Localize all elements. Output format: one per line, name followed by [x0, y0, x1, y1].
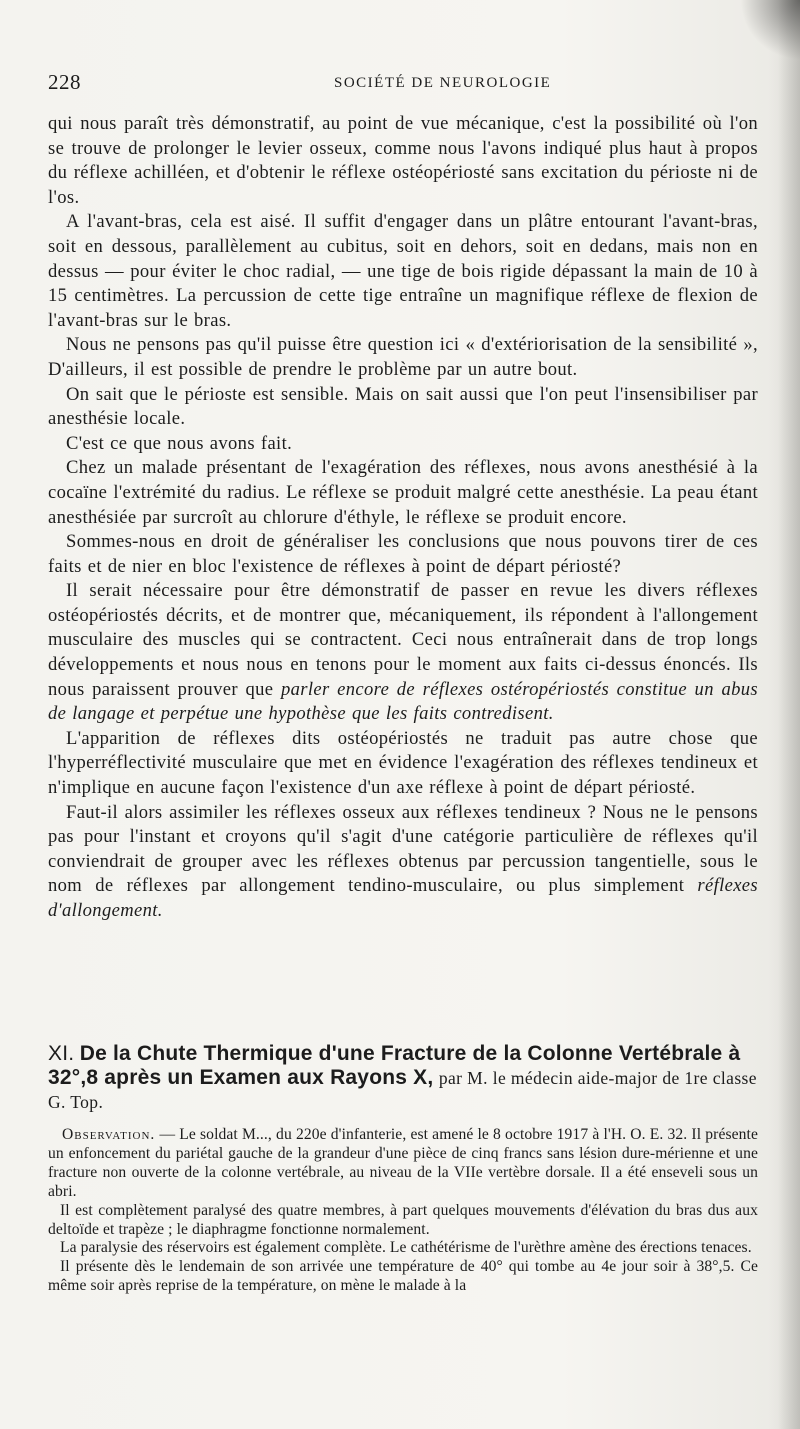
main-text [48, 112, 758, 924]
observation-label: Observation. [62, 1126, 156, 1143]
paragraph-8 [48, 579, 758, 727]
paragraph-5: C'est ce que nous avons fait. [66, 432, 293, 454]
paragraph-4: On sait que le périoste est sensible. Mais on sait aussi que l'on peut l'insensibiliser par anesthésie locale. [48, 383, 758, 430]
page-edge-shadow [778, 0, 800, 1429]
observation-paragraph-1-text: — Le soldat M..., du 220e d'infanterie, est amené le 8 octobre 1917 à l'H. O. E. 32. Il présente un enfoncement du pariétal gauche de la grandeur d'une pièce de cinq francs sans lésion dure-mérienne et une fracture non ouverte de la colonne vertébrale, au niveau de la VIIe vertèbre dorsale. Il a été enseveli sous un abri. [48, 1126, 759, 1200]
section-heading [48, 1042, 764, 1115]
section-numeral: XI. [48, 1042, 75, 1065]
observation-text [48, 1126, 758, 1296]
paragraph-1: qui nous paraît très démonstratif, au point de vue mécanique, c'est la possibilité où l'on se trouve de prolonger le levier osseux, comme nous l'avons indiqué plus haut à propos du réflexe achilléen, et d'obtenir le réflexe ostéopériosté sans excitation du périoste ni de l'os. [48, 113, 758, 208]
paragraph-10-emphasis: réflexes d'allongement. [48, 875, 758, 921]
observation-paragraph-1 [48, 1126, 758, 1202]
paragraph-10-text: Faut-il alors assimiler les réflexes osseux aux réflexes tendineux ? Nous ne le pensons pas pour l'instant et croyons qu'il s'agit d'une catégorie particulière de réflexes qu'il conviendrait de grouper avec les réflexes obtenus par percussion tangentielle, sous le nom de réflexes par allongement tendino-musculaire, ou plus simplement [48, 801, 758, 897]
paragraph-9: L'apparition de réflexes dits ostéopériostés ne traduit pas autre chose que l'hyperréflectivité musculaire que met en évidence l'exagération des réflexes tendineux et n'implique en aucune façon l'existence d'un axe réflexe à point de départ périosté. [48, 727, 758, 799]
observation-paragraph-4: Il présente dès le lendemain de son arrivée une température de 40° qui tombe au 4e jour soir à 38°,5. Ce même soir après reprise de la température, on mène le malade à la [48, 1258, 758, 1295]
paragraph-6: Chez un malade présentant de l'exagération des réflexes, nous avons anesthésié à la cocaïne l'extrémité du radius. Le réflexe se produit malgré cette anesthésie. La peau étant anesthésiée par surcroît au chlorure d'éthyle, le réflexe se produit encore. [48, 457, 758, 528]
paragraph-8-emphasis: parler encore de réflexes ostéropériostés constitue un abus de langage et perpétue une hypothèse que les faits contredisent. [48, 678, 758, 725]
journal-title: SOCIÉTÉ DE NEUROLOGIE [334, 75, 552, 91]
section-title: De la Chute Thermique d'une Fracture de la Colonne Vertébrale à 32°,8 après un Examen aux Rayons X, [48, 1042, 741, 1089]
paragraph-8-text: Il serait nécessaire pour être démonstratif de passer en revue les divers réflexes ostéopériostés décrits, et de montrer que, mécaniquement, ils répondent à l'allongement musculaire des muscles qui se contractent. Ceci nous entraînerait dans de trop longs développements et nous nous en tenons pour le moment aux faits ci-dessus énoncés. Ils nous paraissent prouver que [48, 580, 758, 700]
observation-paragraph-3: La paralysie des réservoirs est également complète. Le cathétérisme de l'urèthre amène des érections tenaces. [60, 1239, 752, 1257]
paragraph-3: Nous ne pensons pas qu'il puisse être question ici « d'extériorisation de la sensibilité », D'ailleurs, il est possible de prendre le problème par un autre bout. [48, 334, 758, 380]
running-head [48, 70, 764, 98]
paragraph-2: A l'avant-bras, cela est aisé. Il suffit d'engager dans un plâtre entourant l'avant-bras, soit en dessous, parallèlement au cubitus, soit en dehors, soit en dedans, mais non en dessus — pour éviter le choc radial, — une tige de bois rigide dépassant la main de 10 à 15 centimètres. La percussion de cette tige entraîne un magnifique réflexe de flexion de l'avant-bras sur le bras. [48, 211, 758, 331]
page-number: 228 [48, 70, 81, 94]
observation-paragraph-2: Il est complètement paralysé des quatre membres, à part quelques mouvements d'élévation du bras dus aux deltoïde et trapèze ; le diaphragme fonctionne normalement. [48, 1201, 758, 1238]
section-author: par M. le médecin aide-major de 1re classe G. Top. [48, 1067, 757, 1112]
paragraph-7: Sommes-nous en droit de généraliser les conclusions que nous pouvons tirer de ces faits et de nier en bloc l'existence de réflexes à point de départ périosté? [48, 531, 758, 577]
page-corner-shadow [740, 0, 800, 60]
paragraph-10 [48, 801, 758, 924]
